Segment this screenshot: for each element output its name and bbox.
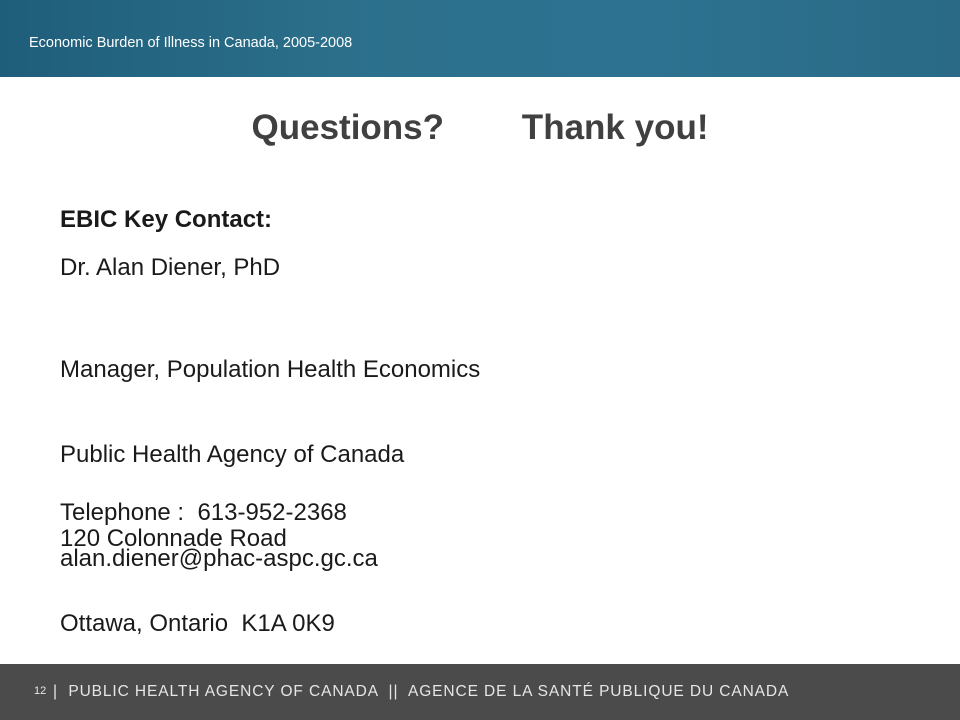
page-number: 12 xyxy=(34,685,47,697)
header-title: Economic Burden of Illness in Canada, 2005-2008 xyxy=(29,35,353,51)
contact-city-line: Ottawa, Ontario K1A 0K9 xyxy=(60,609,335,637)
contact-address-block xyxy=(60,300,480,666)
footer-agency-text: | PUBLIC HEALTH AGENCY OF CANADA || AGENCE DE LA SANTÉ PUBLIQUE DU CANADA xyxy=(53,683,790,700)
contact-organization-line: Public Health Agency of Canada xyxy=(60,440,405,468)
key-contact-label: EBIC Key Contact: xyxy=(60,206,273,233)
contact-email: alan.diener@phac-aspc.gc.ca xyxy=(60,545,378,572)
slide-title: Questions? Thank you! xyxy=(251,108,709,147)
contact-telephone: Telephone : 613-952-2368 xyxy=(60,499,347,526)
contact-title-line: Manager, Population Health Economics xyxy=(60,356,481,383)
contact-name: Dr. Alan Diener, PhD xyxy=(60,254,281,281)
contact-street-line: 120 Colonnade Road xyxy=(60,525,287,552)
